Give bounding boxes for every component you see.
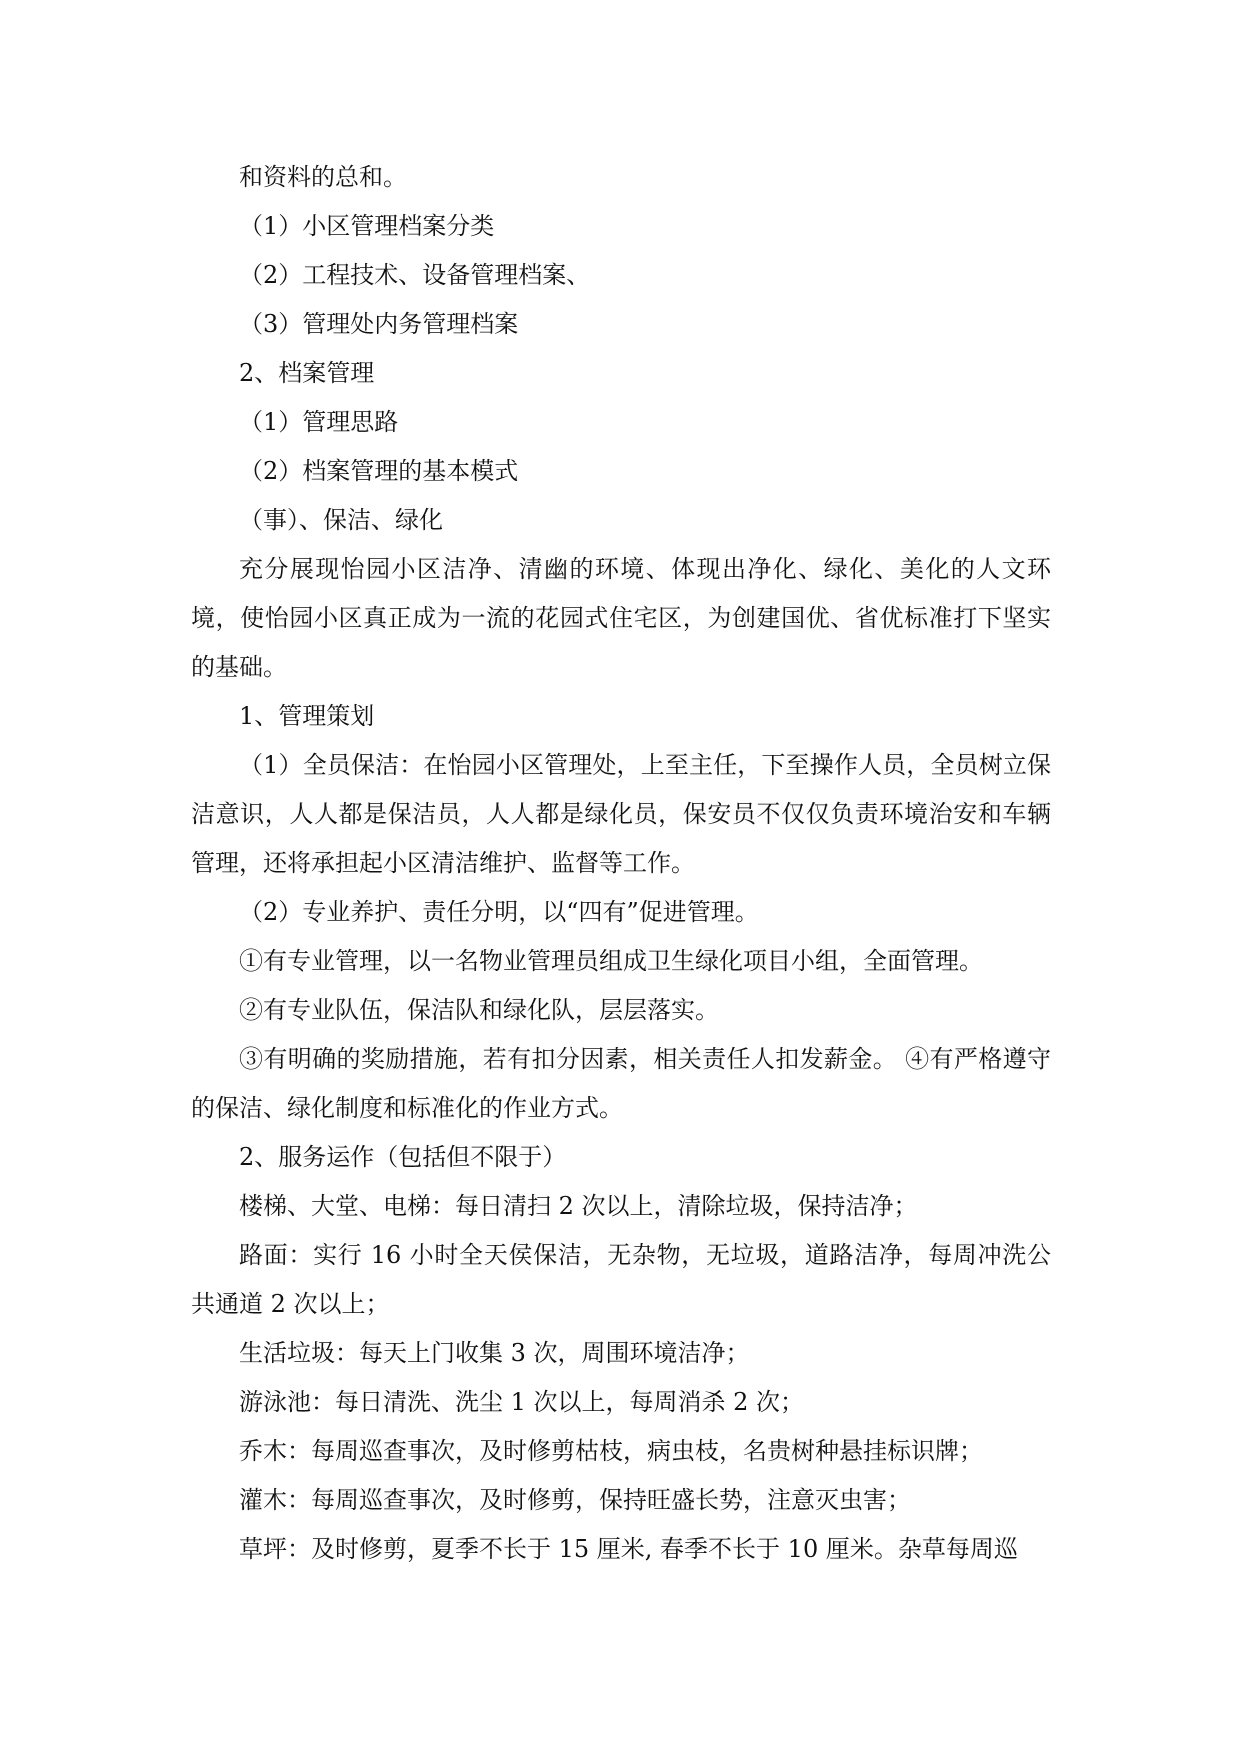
paragraph-17: 楼梯、大堂、电梯：每日清扫 2 次以上，清除垃圾，保持洁净； — [239, 1192, 918, 1220]
paragraph-22: 灌木：每周巡查事次，及时修剪，保持旺盛长势，注意灭虫害； — [239, 1486, 911, 1514]
paragraph-15: ③有明确的奖励措施，若有扣分因素，相关责任人扣发薪金。 ④有严格遵守的保洁、绿化制度和标准化的作业方式。 — [191, 1045, 1051, 1122]
paragraph-4: （3）管理处内务管理档案 — [239, 310, 519, 338]
paragraph-6: （1）管理思路 — [239, 408, 399, 436]
paragraph-20: 游泳池：每日清洗、洗尘 1 次以上，每周消杀 2 次； — [239, 1388, 805, 1416]
paragraph-16: 2、服务运作（包括但不限于） — [239, 1143, 567, 1171]
paragraph-12: （2）专业养护、责任分明，以“四有”促进管理。 — [239, 898, 759, 926]
paragraph-14: ②有专业队伍，保洁队和绿化队，层层落实。 — [239, 996, 719, 1024]
paragraph-7: （2）档案管理的基本模式 — [239, 457, 519, 485]
paragraph-2: （1）小区管理档案分类 — [239, 212, 495, 240]
paragraph-13: ①有专业管理，以一名物业管理员组成卫生绿化项目小组，全面管理。 — [239, 947, 983, 975]
paragraph-8: （事）、保洁、绿化 — [239, 506, 443, 534]
paragraph-3: （2）工程技术、设备管理档案、 — [239, 261, 591, 289]
document-body — [191, 153, 1051, 1574]
paragraph-18: 路面：实行 16 小时全天侯保洁，无杂物，无垃圾，道路洁净，每周冲洗公共通道 2 次以上； — [191, 1241, 1051, 1318]
paragraph-10: 1、管理策划 — [239, 702, 375, 730]
paragraph-5: 2、档案管理 — [239, 359, 375, 387]
paragraph-11: （1）全员保洁：在怡园小区管理处，上至主任，下至操作人员，全员树立保洁意识，人人都是保洁员，人人都是绿化员，保安员不仅仅负责环境治安和车辆管理，还将承担起小区清洁维护、监督等工作。 — [191, 751, 1051, 877]
paragraph-1: 和资料的总和。 — [239, 163, 407, 191]
paragraph-19: 生活垃圾：每天上门收集 3 次，周围环境洁净； — [239, 1339, 750, 1367]
paragraph-23: 草坪：及时修剪，夏季不长于 15 厘米, 春季不长于 10 厘米。杂草每周巡 — [239, 1535, 1018, 1563]
paragraph-21: 乔木：每周巡查事次，及时修剪枯枝，病虫枝，名贵树种悬挂标识牌； — [239, 1437, 983, 1465]
paragraph-9: 充分展现怡园小区洁净、清幽的环境、体现出净化、绿化、美化的人文环境，使怡园小区真正成为一流的花园式住宅区，为创建国优、省优标准打下坚实的基础。 — [191, 555, 1051, 681]
